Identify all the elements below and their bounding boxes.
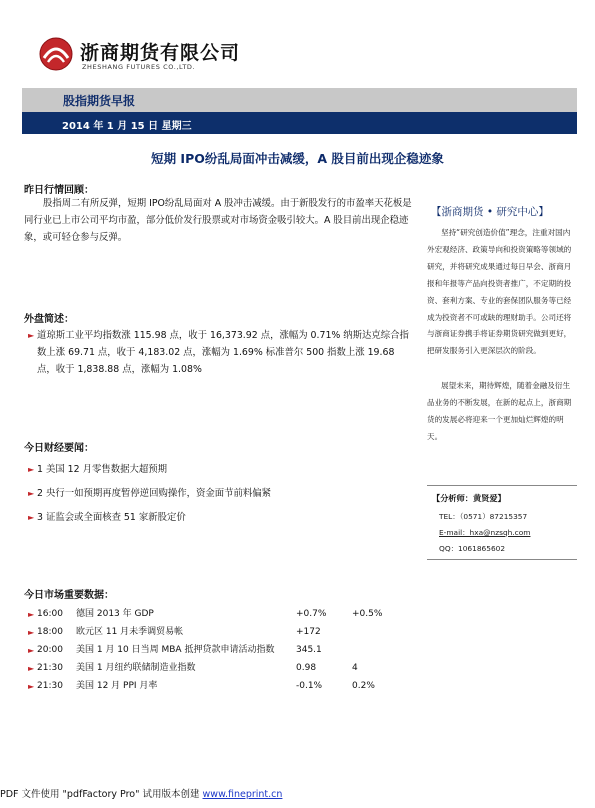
news-item: ► 2 央行一如预期再度暂停逆回购操作，资金面节前料偏紧 — [24, 485, 404, 502]
analyst-qq: QQ：1061865602 — [439, 544, 506, 553]
section-title-overseas: 外盘简述： — [24, 314, 74, 325]
report-date: 2014 年 1 月 15 日 星期三 — [62, 121, 192, 132]
company-logo-icon — [36, 36, 76, 72]
arrow-right-icon: ► — [28, 610, 35, 619]
arrow-right-icon: ► — [28, 682, 35, 691]
arrow-right-icon: ► — [28, 628, 35, 637]
arrow-right-icon: ► — [28, 331, 35, 340]
table-row: ► 21:30 美国 12 月 PPI 月率 -0.1% 0.2% — [24, 678, 424, 695]
research-center-intro: 坚持“研究创造价值”理念，注重对国内外宏观经济、政策导向和投资策略等领域的研究，并将研究成果通过每日早会、浙商月报和年报等产品向投资者推广，不定期的投资、套利方案、专业的套保团队服务等已经成为投资者不可或缺的理财助手。公司还将与浙商证券携手将证券期货研究做到更好，把研发服务引入更深层次的阶段。 — [427, 228, 572, 356]
arrow-right-icon: ► — [28, 664, 35, 673]
company-name-english: ZHESHANG FUTURES CO.,LTD. — [82, 63, 196, 71]
table-row: ► 18:00 欧元区 11 月未季调贸易帐 +172 — [24, 624, 424, 641]
table-row: ► 16:00 德国 2013 年 GDP +0.7% +0.5% — [24, 606, 424, 623]
company-name: 浙商期货有限公司 — [80, 42, 241, 64]
section-title-news: 今日财经要闻： — [24, 443, 94, 454]
footer-text: PDF 文件使用 "pdfFactory Pro" 试用版本创建 — [0, 789, 203, 800]
research-center-outlook: 展望未来，期待辉煌，随着金融及衍生品业务的不断发展，在新的起点上，浙商期货的发展必将迎来一个更加灿烂辉煌的明天。 — [427, 381, 572, 441]
table-row: ► 21:30 美国 1 月纽约联储制造业指数 0.98 4 — [24, 660, 424, 677]
news-item: ► 1 美国 12 月零售数据大超预期 — [24, 461, 404, 478]
arrow-right-icon: ► — [28, 465, 35, 474]
analyst-phone: TEL：（0571）87215357 — [439, 512, 528, 521]
section-title-yesterday: 昨日行情回顾： — [24, 185, 94, 196]
overseas-item — [24, 327, 412, 378]
overseas-text: 道琼斯工业平均指数涨 115.98 点，收于 16,373.92 点，涨幅为 0.71% 纳斯达克综合指数上涨 69.71 点，收于 4,183.02 点，涨幅为 1.69% 标准普尔 500 指数上涨 19.68 点，收于 1,838.88 点，涨幅为 1.08% — [37, 330, 409, 375]
arrow-right-icon: ► — [28, 489, 35, 498]
divider — [427, 559, 577, 560]
research-center-title: 【浙商期货 • 研究中心】 — [431, 206, 549, 218]
analyst-email-link[interactable]: E-mail：hxa@nzsqh.com — [439, 528, 531, 537]
footer-link[interactable]: www.fineprint.cn — [202, 789, 283, 800]
report-title: 股指期货早报 — [63, 94, 136, 108]
arrow-right-icon: ► — [28, 646, 35, 655]
pdf-watermark-footer — [0, 786, 282, 800]
table-row: ► 20:00 美国 1 月 10 日当周 MBA 抵押贷款申请活动指数 345.1 — [24, 642, 424, 659]
news-item: ► 3 证监会或全面核查 51 家新股定价 — [24, 509, 404, 526]
headline: 短期 IPO纷乱局面冲击减缓，A 股目前出现企稳迹象 — [151, 151, 444, 166]
section-title-market: 今日市场重要数据： — [24, 590, 114, 601]
divider — [427, 485, 577, 486]
analyst-title: 【分析师：黄贤爱】 — [432, 493, 506, 503]
yesterday-review-text: 股指周二有所反弹，短期 IPO纷乱局面对 A 股冲击减缓。由于新股发行的市盈率天花板是同行业已上市公司平均市盈，部分低价发行股票或对市场资金吸引较大。A 股目前出现企稳迹象，或可轻仓参与反弹。 — [24, 198, 412, 243]
arrow-right-icon: ► — [28, 513, 35, 522]
